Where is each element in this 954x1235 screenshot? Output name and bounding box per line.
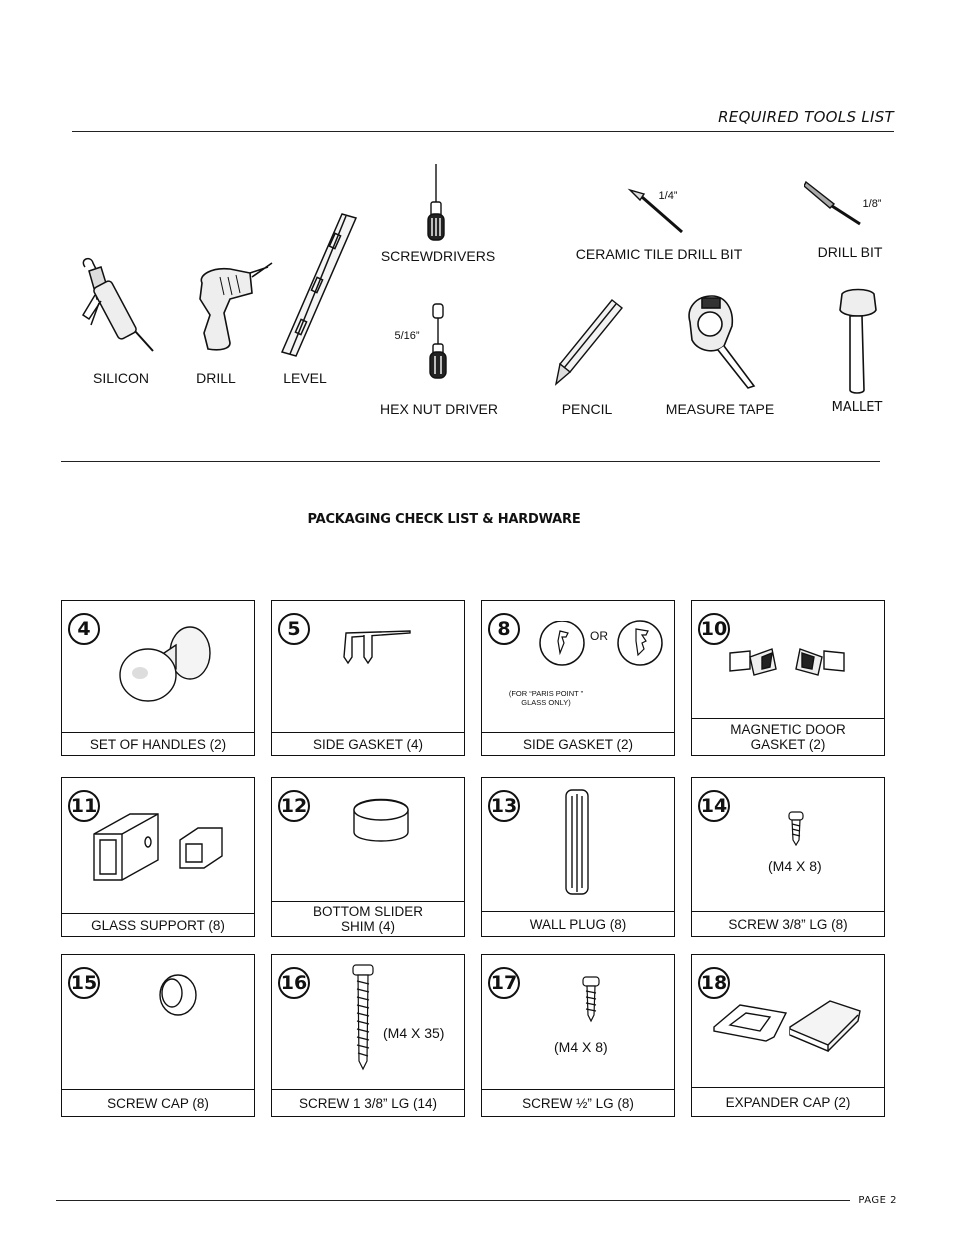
drill-icon bbox=[190, 255, 282, 355]
screw-size-label: (M4 X 8) bbox=[768, 858, 822, 874]
item-number: 17 bbox=[488, 967, 520, 999]
item-caption: SCREW 3/8” LG (8) bbox=[692, 911, 884, 936]
gasket-profile-a-icon bbox=[538, 621, 588, 667]
item-caption: SCREW CAP (8) bbox=[62, 1089, 254, 1116]
item-caption: BOTTOM SLIDER SHIM (4) bbox=[272, 901, 464, 936]
screw-long-icon bbox=[352, 963, 374, 1071]
item-caption: EXPANDER CAP (2) bbox=[692, 1087, 884, 1116]
item-caption: GLASS SUPPORT (8) bbox=[62, 913, 254, 936]
side-gasket-icon bbox=[342, 627, 414, 667]
paris-point-note: (FOR “PARIS POINT ” GLASS ONLY) bbox=[508, 689, 584, 707]
item-number: 5 bbox=[278, 613, 310, 645]
handle-icon bbox=[118, 621, 216, 721]
item-number: 15 bbox=[68, 967, 100, 999]
item-8 bbox=[481, 600, 675, 756]
item-number: 12 bbox=[278, 790, 310, 822]
item-15 bbox=[61, 954, 255, 1117]
item-5 bbox=[271, 600, 465, 756]
item-11 bbox=[61, 777, 255, 937]
item-13 bbox=[481, 777, 675, 937]
screw-short-icon bbox=[788, 810, 804, 846]
wall-plug-icon bbox=[562, 788, 594, 898]
item-caption: SET OF HANDLES (2) bbox=[62, 732, 254, 755]
mallet-icon bbox=[836, 288, 880, 396]
item-18 bbox=[691, 954, 885, 1117]
item-caption: SCREW 1 3/8” LG (14) bbox=[272, 1089, 464, 1116]
screw-cap-icon bbox=[156, 973, 198, 1017]
screw-size-label: (M4 X 8) bbox=[554, 1039, 608, 1055]
tools-bottom-rule bbox=[61, 461, 880, 462]
item-12 bbox=[271, 777, 465, 937]
or-label: OR bbox=[590, 629, 608, 643]
item-10 bbox=[691, 600, 885, 756]
item-16 bbox=[271, 954, 465, 1117]
item-caption: SIDE GASKET (4) bbox=[272, 732, 464, 755]
drill-bit-label: DRILL BIT bbox=[817, 244, 883, 260]
screw-medium-icon bbox=[582, 975, 600, 1023]
silicon-label: SILICON bbox=[92, 370, 150, 386]
ceramic-bit-label: CERAMIC TILE DRILL BIT bbox=[575, 246, 743, 262]
gasket-profile-b-icon bbox=[616, 619, 666, 667]
tools-title: REQUIRED TOOLS LIST bbox=[718, 108, 894, 126]
glass-support-icon bbox=[92, 810, 228, 882]
page-number: PAGE 2 bbox=[858, 1195, 897, 1206]
mallet-label: MALLET bbox=[831, 400, 883, 415]
item-number: 16 bbox=[278, 967, 310, 999]
item-number: 11 bbox=[68, 790, 100, 822]
ceramic-size-label: 1/4” bbox=[658, 190, 678, 202]
item-caption: SCREW ½” LG (8) bbox=[482, 1089, 674, 1116]
screwdriver-icon bbox=[424, 162, 448, 242]
drill-bit-size-label: 1/8” bbox=[862, 198, 882, 210]
screwdrivers-label: SCREWDRIVERS bbox=[380, 248, 496, 264]
hex-size-label: 5/16” bbox=[394, 330, 420, 342]
item-17 bbox=[481, 954, 675, 1117]
measure-tape-icon bbox=[682, 292, 762, 390]
drill-bit-icon bbox=[804, 180, 864, 226]
magnetic-gasket-icon bbox=[728, 643, 848, 683]
item-number: 10 bbox=[698, 613, 730, 645]
item-number: 8 bbox=[488, 613, 520, 645]
item-number: 14 bbox=[698, 790, 730, 822]
item-caption: WALL PLUG (8) bbox=[482, 911, 674, 936]
slider-shim-icon bbox=[350, 792, 412, 844]
item-4 bbox=[61, 600, 255, 756]
measure-tape-label: MEASURE TAPE bbox=[665, 401, 775, 417]
level-icon bbox=[280, 210, 364, 360]
item-number: 18 bbox=[698, 967, 730, 999]
item-caption: SIDE GASKET (2) bbox=[482, 732, 674, 755]
item-number: 13 bbox=[488, 790, 520, 822]
drill-label: DRILL bbox=[196, 370, 236, 386]
item-number: 4 bbox=[68, 613, 100, 645]
hex-nut-driver-label: HEX NUT DRIVER bbox=[380, 401, 498, 417]
item-caption: MAGNETIC DOOR GASKET (2) bbox=[692, 718, 884, 755]
expander-cap-icon bbox=[710, 997, 870, 1055]
item-14 bbox=[691, 777, 885, 937]
silicon-gun-icon bbox=[75, 255, 165, 355]
tools-top-rule bbox=[72, 131, 894, 132]
level-label: LEVEL bbox=[283, 370, 327, 386]
packaging-title: PACKAGING CHECK LIST & HARDWARE bbox=[307, 512, 581, 527]
screw-size-label: (M4 X 35) bbox=[383, 1025, 445, 1041]
pencil-label: PENCIL bbox=[561, 401, 613, 417]
hex-nut-driver-icon bbox=[426, 300, 450, 384]
footer-rule bbox=[56, 1200, 850, 1201]
pencil-icon bbox=[552, 298, 624, 388]
